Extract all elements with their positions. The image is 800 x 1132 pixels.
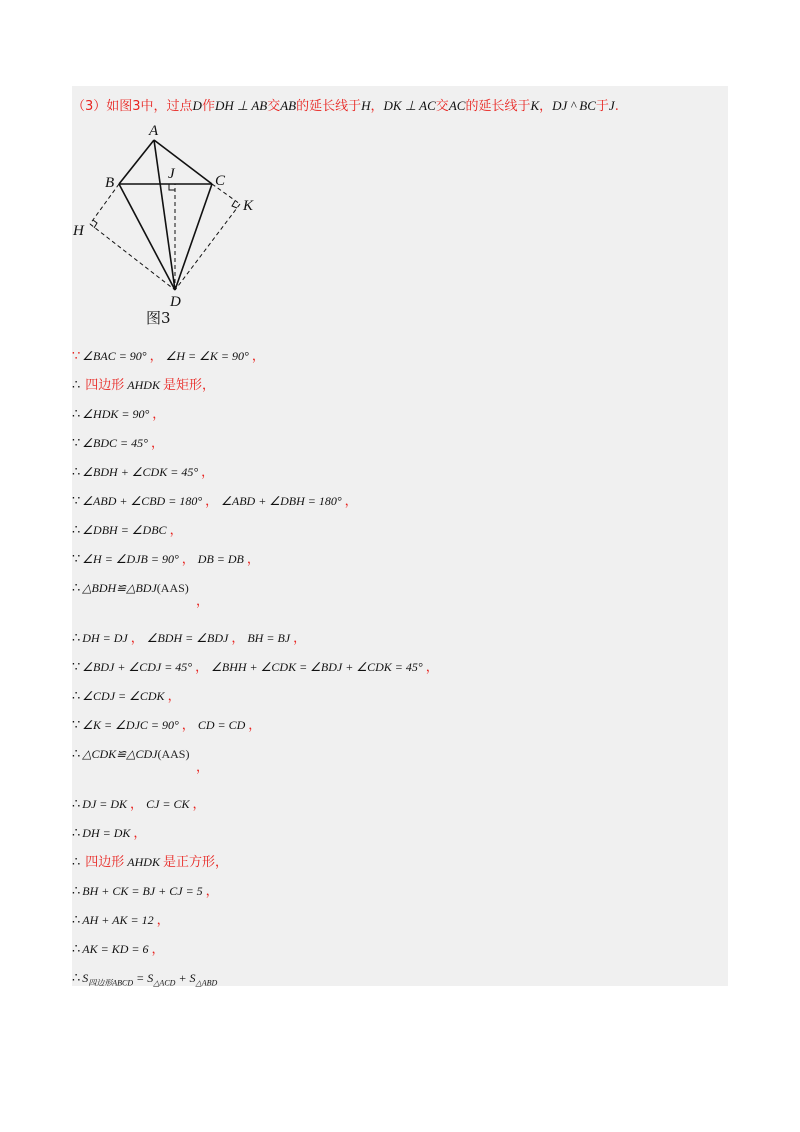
step-text: ，: [205, 884, 219, 899]
because-symbol: ∵: [72, 717, 81, 732]
label-b: B: [105, 175, 115, 191]
because-symbol: ∵: [72, 493, 81, 508]
proof-step: [72, 522, 186, 539]
header-text: 交: [435, 99, 449, 114]
math-expression: △CDK≌△CDJ: [82, 747, 158, 761]
geometry-figure-3: [72, 120, 272, 330]
therefore-symbol: ∴: [72, 377, 81, 392]
proof-step: [72, 746, 189, 763]
right-angle-k: [232, 201, 237, 208]
math-expression: BH = BJ: [247, 631, 291, 645]
therefore-symbol: ∴: [72, 796, 81, 811]
label-h: H: [73, 223, 84, 239]
math-expression: ∠BDJ + ∠CDJ = 45°: [82, 660, 193, 674]
math-expression: S: [82, 971, 89, 985]
therefore-symbol: ∴: [72, 825, 81, 840]
proof-step: [72, 796, 209, 813]
proof-step: [72, 970, 217, 992]
right-angle-h: [93, 220, 97, 228]
therefore-symbol: ∴: [72, 688, 81, 703]
proof-step: [72, 406, 168, 423]
proof-step: [72, 464, 217, 481]
math-expression: CD = CD: [197, 718, 246, 732]
step-text: ，: [181, 718, 195, 733]
header-text: 交: [267, 99, 281, 114]
header-math: AB: [280, 98, 297, 113]
math-expression: ∠HDK = 90°: [82, 407, 150, 421]
step-text: ，: [181, 552, 195, 567]
header-text: ，: [539, 99, 553, 114]
step-text: ，: [149, 349, 163, 364]
step-text: ，: [167, 689, 181, 704]
step-text: ，: [133, 826, 147, 841]
label-j: J: [168, 166, 175, 182]
dashed-kd: [175, 204, 240, 290]
dashed-hd: [90, 224, 175, 290]
math-expression: BH + CK = BJ + CJ = 5: [82, 884, 203, 898]
problem-header: [72, 98, 619, 115]
figure-caption: 图3: [146, 309, 171, 327]
header-math: AC: [448, 98, 466, 113]
proof-step: [72, 912, 173, 929]
header-math: DJ ^ BC: [552, 98, 596, 113]
step-text: ，: [130, 797, 144, 812]
math-expression: ∠BDC = 45°: [82, 436, 148, 450]
therefore-symbol: ∴: [72, 464, 81, 479]
proof-step: [72, 883, 222, 900]
header-text: .: [614, 99, 619, 114]
step-text: ，: [344, 494, 358, 509]
step-text: ，: [152, 407, 166, 422]
step-text: 是正方形，: [162, 855, 228, 870]
therefore-symbol: ∴: [72, 883, 81, 898]
header-text: 于: [595, 99, 609, 114]
header-math: K: [530, 98, 540, 113]
label-a: A: [149, 123, 159, 139]
math-expression: AK = KD = 6: [82, 942, 149, 956]
math-expression: △BDH≌△BDJ: [82, 581, 157, 595]
header-text: 的延长线于: [296, 99, 362, 114]
step-text: 四边形: [85, 855, 125, 870]
math-expression: ∠K = ∠DJC = 90°: [82, 718, 179, 732]
header-math: J: [608, 98, 615, 113]
math-expression: DH = DJ: [82, 631, 128, 645]
segment-ac: [154, 140, 212, 184]
step-text: 是矩形，: [162, 378, 215, 393]
header-part: （3）如图3中，过点: [72, 99, 193, 114]
segment-cd: [175, 184, 212, 290]
math-expression: DB = DB: [197, 552, 244, 566]
label-k: K: [243, 198, 254, 214]
because-symbol: ∵: [72, 349, 81, 364]
proof-step: [72, 630, 309, 647]
header-math: DH ⊥ AB: [214, 98, 268, 113]
math-expression: ∠BAC = 90°: [82, 349, 147, 363]
math-expression: ∠DBH = ∠DBC: [82, 523, 167, 537]
header-text: 的延长线于: [465, 99, 531, 114]
step-text: ，: [151, 942, 165, 957]
therefore-symbol: ∴: [72, 912, 81, 927]
proof-step: [72, 435, 167, 452]
header-text: 作: [201, 99, 215, 114]
math-expression: ∠BDH + ∠CDK = 45°: [82, 465, 199, 479]
proof-step: [72, 377, 218, 394]
because-symbol: ∵: [72, 551, 81, 566]
math-expression: + S: [175, 971, 196, 985]
proof-step: [72, 941, 168, 958]
proof-step: [72, 717, 264, 734]
step-text: ，: [201, 465, 215, 480]
therefore-symbol: ∴: [72, 522, 81, 537]
step-text: ，: [231, 631, 245, 646]
proof-step: [72, 348, 268, 365]
therefore-symbol: ∴: [72, 854, 81, 869]
math-expression: ∠H = ∠DJB = 90°: [82, 552, 179, 566]
therefore-symbol: ∴: [72, 406, 81, 421]
theorem-tag: (AAS): [156, 581, 189, 595]
step-text: ，: [248, 718, 262, 733]
math-expression: ∠ABD + ∠DBH = 180°: [221, 494, 342, 508]
math-expression: AH + AK = 12: [82, 913, 154, 927]
math-expression: AHDK: [127, 855, 160, 869]
math-subscript: △ABD: [195, 978, 218, 988]
math-expression: = S: [133, 971, 154, 985]
math-expression: ∠H = ∠K = 90°: [165, 349, 249, 363]
step-text: ，: [205, 494, 219, 509]
math-expression: DJ = DK: [82, 797, 128, 811]
right-angle-j: [169, 184, 175, 190]
header-point-d: D: [192, 98, 202, 113]
step-text: ，: [192, 797, 206, 812]
math-expression: DH = DK: [82, 826, 131, 840]
therefore-symbol: ∴: [72, 580, 81, 595]
theorem-tag: (AAS): [157, 747, 190, 761]
segment-ab: [119, 140, 154, 184]
therefore-symbol: ∴: [72, 630, 81, 645]
segment-ad: [154, 140, 175, 290]
math-expression: ∠ABD + ∠CBD = 180°: [82, 494, 203, 508]
proof-step: [72, 580, 189, 597]
step-text: ，: [251, 349, 265, 364]
proof-step: [72, 493, 361, 510]
therefore-symbol: ∴: [72, 941, 81, 956]
step-text: ，: [130, 631, 144, 646]
therefore-symbol: ∴: [72, 970, 81, 985]
math-expression: CJ = CK: [146, 797, 190, 811]
proof-step: [72, 659, 442, 676]
step-text: ，: [425, 660, 439, 675]
proof-step: [72, 854, 231, 871]
proof-step: [72, 688, 184, 705]
step-text: ，: [293, 631, 307, 646]
segment-bd: [119, 184, 175, 290]
math-expression: ∠CDJ = ∠CDK: [82, 689, 165, 703]
because-symbol: ∵: [72, 659, 81, 674]
step-text: ，: [150, 436, 164, 451]
step-text: ，: [156, 913, 170, 928]
header-math: H: [361, 98, 371, 113]
math-expression: AHDK: [127, 378, 160, 392]
header-text: ，: [370, 99, 384, 114]
math-expression: ∠BHH + ∠CDK = ∠BDJ + ∠CDK = 45°: [211, 660, 423, 674]
label-c: C: [215, 173, 226, 189]
trailing-comma: ，: [196, 760, 210, 775]
trailing-comma: ，: [196, 594, 210, 609]
header-math: DK ⊥ AC: [383, 98, 436, 113]
math-subscript: 四边形ABCD: [88, 978, 134, 988]
proof-step: [72, 825, 149, 842]
therefore-symbol: ∴: [72, 746, 81, 761]
math-subscript: △ACD: [153, 978, 176, 988]
step-text: ，: [195, 660, 209, 675]
step-text: ，: [169, 523, 183, 538]
proof-step: [72, 551, 263, 568]
math-expression: ∠BDH = ∠BDJ: [146, 631, 229, 645]
step-text: 四边形: [85, 378, 125, 393]
label-d: D: [170, 294, 181, 310]
step-text: ，: [246, 552, 260, 567]
because-symbol: ∵: [72, 435, 81, 450]
